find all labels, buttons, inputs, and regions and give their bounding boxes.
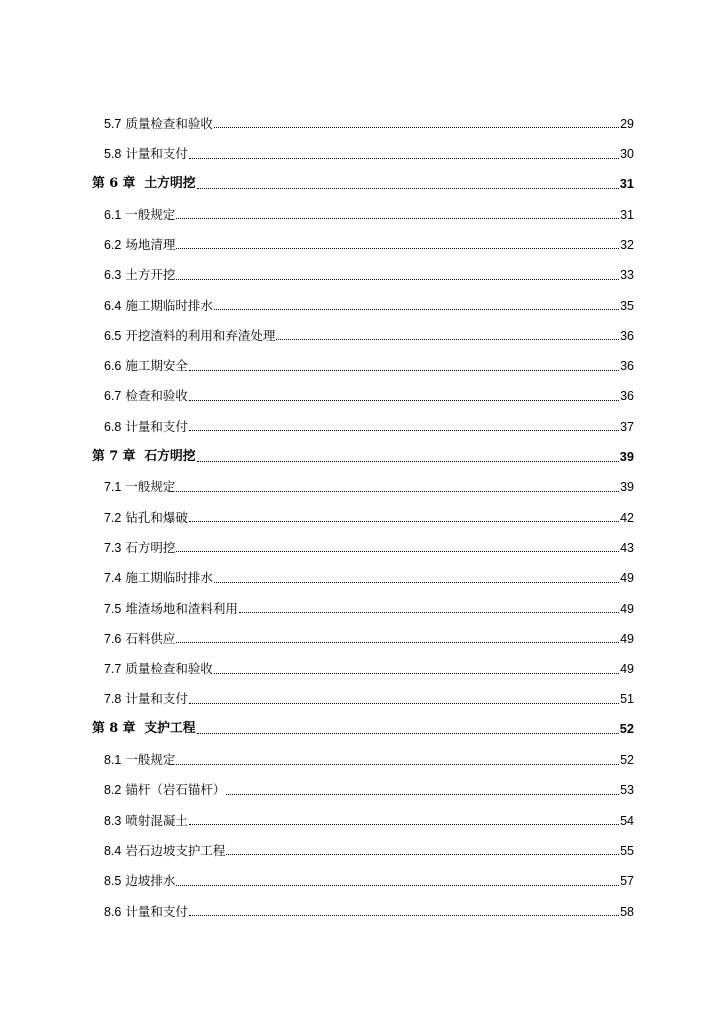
toc-section-entry[interactable] xyxy=(92,770,634,800)
toc-entry-label xyxy=(104,693,188,709)
toc-entry-title: 土方开挖 xyxy=(125,267,176,283)
dot-leader xyxy=(214,309,619,310)
toc-entry-number: 7.6 xyxy=(104,631,122,646)
toc-entry-number: 5.7 xyxy=(104,116,122,131)
toc-page-number: 39 xyxy=(619,448,634,464)
toc-entry-label xyxy=(104,481,175,497)
toc-entry-title: 计量和支付 xyxy=(125,691,188,707)
toc-entry-number: 7.8 xyxy=(104,692,122,707)
toc-entry-title: 一般规定 xyxy=(125,752,176,768)
toc-entry-label xyxy=(104,327,276,346)
toc-entry-title: 支护工程 xyxy=(144,721,196,737)
toc-chapter-entry[interactable] xyxy=(92,436,634,466)
toc-page-number: 57 xyxy=(620,874,634,889)
toc-entry-label xyxy=(104,842,226,861)
toc-entry-title: 石料供应 xyxy=(125,630,176,646)
dot-leader xyxy=(189,430,619,431)
toc-entry-number: 6.3 xyxy=(104,268,122,283)
toc-entry-number: 6.8 xyxy=(104,419,122,434)
toc-entry-title: 计量和支付 xyxy=(125,903,188,919)
toc-page-number: 49 xyxy=(620,631,634,646)
toc-entry-label xyxy=(104,269,175,285)
toc-entry-number: 6.2 xyxy=(104,237,122,252)
dot-leader xyxy=(176,248,619,249)
toc-entry-label xyxy=(104,600,238,619)
toc-page-number: 36 xyxy=(620,328,634,343)
toc-entry-label xyxy=(104,206,176,225)
toc-entry-title: 喷射混凝土 xyxy=(125,812,188,828)
toc-page-number: 31 xyxy=(620,207,634,222)
toc-entry-title: 计量和支付 xyxy=(125,146,188,162)
toc-section-entry[interactable] xyxy=(92,406,634,436)
toc-entry-number: 8.2 xyxy=(104,783,122,798)
toc-section-entry[interactable] xyxy=(92,891,634,921)
dot-leader xyxy=(176,279,619,280)
toc-entry-label xyxy=(104,630,176,649)
toc-entry-title: 开挖渣料的利用和弃渣处理 xyxy=(125,327,276,343)
toc-chapter-entry[interactable] xyxy=(92,709,634,739)
toc-entry-label xyxy=(92,448,196,467)
toc-section-entry[interactable] xyxy=(92,315,634,345)
toc-page-number: 43 xyxy=(620,540,634,555)
toc-page-number: 30 xyxy=(620,147,634,162)
toc-entry-number: 8.6 xyxy=(104,904,122,919)
toc-entry-label xyxy=(104,115,213,134)
dot-leader xyxy=(189,703,619,704)
toc-section-entry[interactable] xyxy=(92,103,634,133)
dot-leader xyxy=(176,885,619,886)
toc-entry-label xyxy=(92,178,196,194)
toc-page-number: 33 xyxy=(620,268,634,283)
toc-entry-title: 质量检查和验收 xyxy=(125,661,213,677)
toc-page-number: 32 xyxy=(620,237,634,252)
toc-entry-title: 石方明挖 xyxy=(144,448,196,464)
dot-leader xyxy=(276,339,619,340)
toc-entry-title: 锚杆（岩石锚杆） xyxy=(125,782,226,798)
toc-section-entry[interactable] xyxy=(92,285,634,315)
toc-section-entry[interactable] xyxy=(92,800,634,830)
dot-leader xyxy=(226,854,619,855)
dot-leader xyxy=(176,764,619,765)
toc-section-entry[interactable] xyxy=(92,588,634,618)
toc-entry-label xyxy=(104,297,213,316)
toc-entry-label xyxy=(104,236,176,255)
toc-chapter-entry[interactable] xyxy=(92,164,634,194)
toc-page-number: 36 xyxy=(620,359,634,374)
toc-page-number: 54 xyxy=(620,813,634,828)
toc-entry-title: 施工期临时排水 xyxy=(125,570,213,586)
dot-leader xyxy=(226,794,619,795)
toc-entry-title: 边坡排水 xyxy=(125,873,176,889)
toc-page-number: 29 xyxy=(620,116,634,131)
toc-entry-number: 8.3 xyxy=(104,813,122,828)
dot-leader xyxy=(214,127,619,128)
toc-page-number: 31 xyxy=(619,176,634,192)
toc-section-entry[interactable] xyxy=(92,860,634,890)
dot-leader xyxy=(176,642,619,643)
toc-entry-label xyxy=(104,509,188,528)
toc-entry-title: 场地清理 xyxy=(125,236,176,252)
toc-entry-label xyxy=(104,903,188,922)
dot-leader xyxy=(189,370,619,371)
toc-page-number: 39 xyxy=(620,480,634,495)
toc-entry-title: 质量检查和验收 xyxy=(125,115,213,131)
toc-page-number: 53 xyxy=(620,783,634,798)
toc-entry-label xyxy=(104,148,188,164)
toc-entry-title: 施工期安全 xyxy=(125,358,188,374)
toc-entry-label xyxy=(104,875,175,891)
toc-entry-title: 计量和支付 xyxy=(125,418,188,434)
toc-page-number: 52 xyxy=(619,721,634,737)
toc-entry-title: 一般规定 xyxy=(125,479,176,495)
dot-leader xyxy=(189,521,619,522)
toc-entry-label xyxy=(104,360,188,376)
toc-section-entry[interactable] xyxy=(92,618,634,648)
toc-page-number: 35 xyxy=(620,298,634,313)
toc-page-number: 51 xyxy=(620,692,634,707)
toc-entry-title: 一般规定 xyxy=(125,206,176,222)
toc-entry-number: 第 7 章 xyxy=(92,448,136,464)
toc-entry-title: 钻孔和爆破 xyxy=(125,509,188,525)
toc-section-entry[interactable] xyxy=(92,194,634,224)
toc-entry-number: 7.4 xyxy=(104,571,122,586)
toc-entry-label xyxy=(104,539,176,558)
dot-leader xyxy=(197,188,619,189)
toc-entry-number: 8.4 xyxy=(104,843,122,858)
toc-section-entry[interactable] xyxy=(92,133,634,163)
toc-page-number: 49 xyxy=(620,571,634,586)
toc-page-number: 37 xyxy=(620,419,634,434)
toc-section-entry[interactable] xyxy=(92,557,634,587)
toc-entry-number: 7.3 xyxy=(104,540,122,555)
toc-entry-number: 6.1 xyxy=(104,207,122,222)
toc-entry-title: 检查和验收 xyxy=(125,388,188,404)
toc-entry-title: 堆渣场地和渣料利用 xyxy=(125,600,238,616)
toc-entry-title: 岩石边坡支护工程 xyxy=(125,842,226,858)
dot-leader xyxy=(214,673,619,674)
dot-leader xyxy=(239,612,619,613)
toc-entry-label xyxy=(92,723,196,739)
toc-entry-title: 石方明挖 xyxy=(125,539,176,555)
toc-entry-number: 第 8 章 xyxy=(92,721,136,737)
toc-entry-number: 5.8 xyxy=(104,147,122,162)
toc-page-number: 49 xyxy=(620,601,634,616)
toc-page-number: 42 xyxy=(620,510,634,525)
toc-section-entry[interactable] xyxy=(92,376,634,406)
dot-leader xyxy=(176,551,619,552)
toc-page-number: 36 xyxy=(620,389,634,404)
toc-entry-number: 第 6 章 xyxy=(92,176,136,192)
toc-entry-number: 6.6 xyxy=(104,359,122,374)
toc-entry-label xyxy=(104,754,175,770)
toc-entry-label xyxy=(104,663,213,679)
dot-leader xyxy=(214,582,619,583)
toc-section-entry[interactable] xyxy=(92,527,634,557)
toc-entry-label xyxy=(104,390,188,406)
dot-leader xyxy=(189,824,619,825)
toc-page-number: 52 xyxy=(620,753,634,768)
toc-entry-label xyxy=(104,812,188,831)
toc-entry-number: 6.7 xyxy=(104,389,122,404)
toc-entry-title: 土方明挖 xyxy=(144,176,196,192)
toc-entry-label xyxy=(104,784,225,800)
toc-section-entry[interactable] xyxy=(92,648,634,678)
toc-entry-number: 7.2 xyxy=(104,510,122,525)
dot-leader xyxy=(197,733,619,734)
toc-entry-number: 7.7 xyxy=(104,662,122,677)
toc-page-number: 49 xyxy=(620,662,634,677)
toc-section-entry[interactable] xyxy=(92,497,634,527)
dot-leader xyxy=(189,158,619,159)
toc-section-entry[interactable] xyxy=(92,830,634,860)
toc-entry-number: 6.5 xyxy=(104,328,122,343)
toc-entry-title: 施工期临时排水 xyxy=(125,297,213,313)
toc-section-entry[interactable] xyxy=(92,345,634,375)
toc-entry-number: 8.5 xyxy=(104,874,122,889)
dot-leader xyxy=(197,461,619,462)
toc-page-number: 55 xyxy=(620,843,634,858)
dot-leader xyxy=(189,400,619,401)
toc-entry-number: 6.4 xyxy=(104,298,122,313)
toc-section-entry[interactable] xyxy=(92,679,634,709)
toc-entry-number: 7.1 xyxy=(104,480,122,495)
dot-leader xyxy=(176,218,619,219)
dot-leader xyxy=(189,915,619,916)
table-of-contents xyxy=(92,103,634,921)
toc-section-entry[interactable] xyxy=(92,467,634,497)
toc-section-entry[interactable] xyxy=(92,254,634,284)
toc-entry-label xyxy=(104,418,188,437)
toc-entry-label xyxy=(104,572,213,588)
toc-section-entry[interactable] xyxy=(92,739,634,769)
toc-section-entry[interactable] xyxy=(92,224,634,254)
toc-entry-number: 7.5 xyxy=(104,601,122,616)
toc-page-number: 58 xyxy=(620,904,634,919)
dot-leader xyxy=(176,491,619,492)
toc-entry-number: 8.1 xyxy=(104,753,122,768)
